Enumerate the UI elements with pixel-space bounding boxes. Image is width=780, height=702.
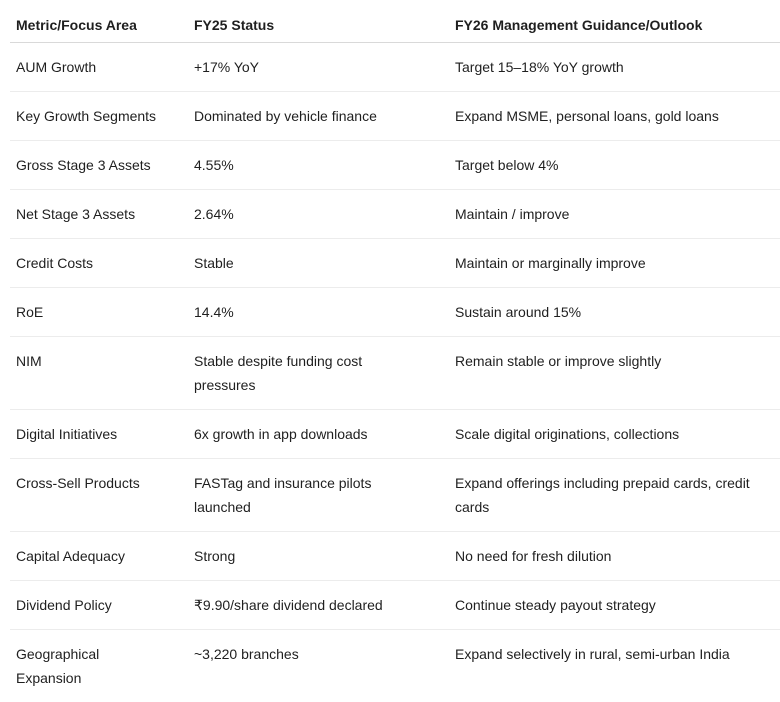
cell-metric: Digital Initiatives [10, 410, 188, 459]
cell-fy25: 4.55% [188, 141, 449, 190]
cell-fy25: 6x growth in app downloads [188, 410, 449, 459]
table-row [10, 92, 780, 141]
cell-fy26: Continue steady payout strategy [449, 581, 780, 630]
cell-fy25: FASTag and insurance pilots launched [188, 459, 449, 532]
cell-fy26: Maintain or marginally improve [449, 239, 780, 288]
cell-fy25: +17% YoY [188, 43, 449, 92]
table-row [10, 141, 780, 190]
cell-fy25: Stable despite funding cost pressures [188, 337, 449, 410]
cell-metric: NIM [10, 337, 188, 410]
cell-fy26: Target below 4% [449, 141, 780, 190]
table-row [10, 337, 780, 410]
cell-fy25: Strong [188, 532, 449, 581]
cell-fy26: Sustain around 15% [449, 288, 780, 337]
cell-metric: RoE [10, 288, 188, 337]
cell-metric: Key Growth Segments [10, 92, 188, 141]
cell-metric: Credit Costs [10, 239, 188, 288]
table-row [10, 410, 780, 459]
cell-metric: Gross Stage 3 Assets [10, 141, 188, 190]
table-header-row [10, 6, 780, 43]
table-row [10, 581, 780, 630]
cell-fy26: No need for fresh dilution [449, 532, 780, 581]
table-row [10, 630, 780, 702]
table-row [10, 532, 780, 581]
cell-fy26: Expand MSME, personal loans, gold loans [449, 92, 780, 141]
table-row [10, 190, 780, 239]
cell-fy26: Remain stable or improve slightly [449, 337, 780, 410]
cell-metric: Net Stage 3 Assets [10, 190, 188, 239]
cell-fy25: ~3,220 branches [188, 630, 449, 702]
cell-fy26: Expand selectively in rural, semi-urban India [449, 630, 780, 702]
table-row [10, 459, 780, 532]
cell-metric: Capital Adequacy [10, 532, 188, 581]
cell-fy26: Target 15–18% YoY growth [449, 43, 780, 92]
header-fy26-guidance: FY26 Management Guidance/Outlook [449, 6, 780, 43]
table-row [10, 43, 780, 92]
cell-fy25: 14.4% [188, 288, 449, 337]
cell-fy25: ₹9.90/share dividend declared [188, 581, 449, 630]
cell-fy25: 2.64% [188, 190, 449, 239]
cell-fy25: Dominated by vehicle finance [188, 92, 449, 141]
header-fy25-status: FY25 Status [188, 6, 449, 43]
cell-fy25: Stable [188, 239, 449, 288]
table-row [10, 239, 780, 288]
cell-metric: Cross-Sell Products [10, 459, 188, 532]
header-metric: Metric/Focus Area [10, 6, 188, 43]
table-row [10, 288, 780, 337]
cell-metric: Geographical Expansion [10, 630, 188, 702]
guidance-table [10, 6, 780, 702]
cell-fy26: Scale digital originations, collections [449, 410, 780, 459]
cell-metric: Dividend Policy [10, 581, 188, 630]
cell-fy26: Expand offerings including prepaid cards, credit cards [449, 459, 780, 532]
cell-metric: AUM Growth [10, 43, 188, 92]
cell-fy26: Maintain / improve [449, 190, 780, 239]
